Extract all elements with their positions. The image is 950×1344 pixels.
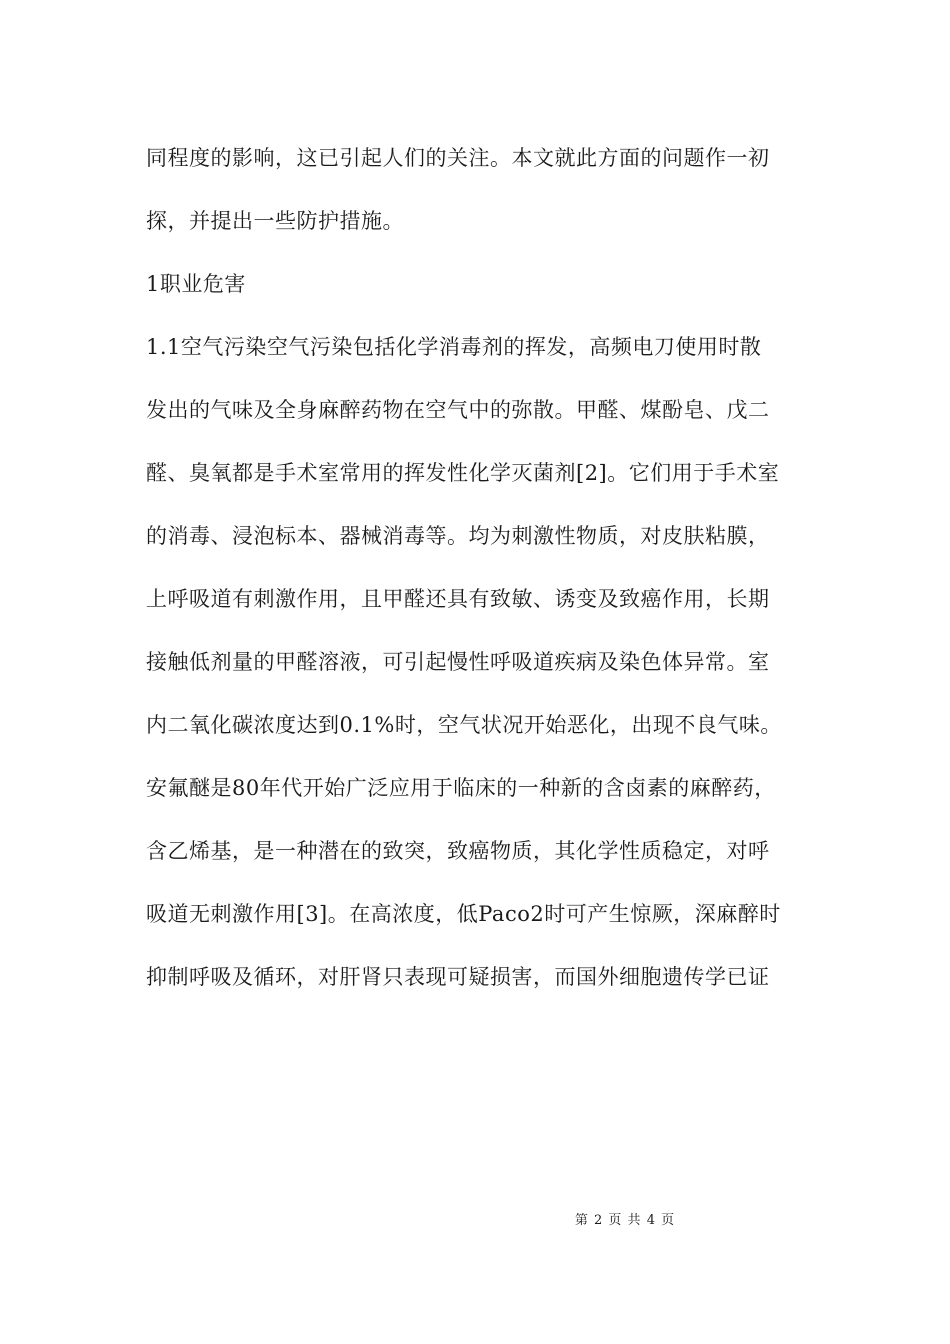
text-line: 内二氧化碳浓度达到0.1%时，空气状况开始恶化，出现不良气味。 xyxy=(146,713,782,737)
section-heading: 1职业危害 xyxy=(146,272,246,296)
text-line: 的消毒、浸泡标本、器械消毒等。均为刺激性物质，对皮肤粘膜， xyxy=(146,524,770,548)
page-number-footer: 第 2 页 共 4 页 xyxy=(574,1213,676,1228)
text-line: 抑制呼吸及循环，对肝肾只表现可疑损害，而国外细胞遗传学已证 xyxy=(146,965,770,989)
text-line: 接触低剂量的甲醛溶液，可引起慢性呼吸道疾病及染色体异常。室 xyxy=(146,650,770,674)
text-line: 发出的气味及全身麻醉药物在空气中的弥散。甲醛、煤酚皂、戊二 xyxy=(146,398,770,422)
body-text xyxy=(146,138,810,1020)
text-line: 探，并提出一些防护措施。 xyxy=(146,209,404,233)
text-line: 醛、臭氧都是手术室常用的挥发性化学灭菌剂[2]。它们用于手术室 xyxy=(146,461,780,485)
text-line: 上呼吸道有刺激作用，且甲醛还具有致敏、诱变及致癌作用，长期 xyxy=(146,587,770,611)
text-line: 吸道无刺激作用[3]。在高浓度，低Paco2时可产生惊厥，深麻醉时 xyxy=(146,902,781,926)
text-line: 安氟醚是80年代开始广泛应用于临床的一种新的含卤素的麻醉药， xyxy=(146,776,776,800)
text-line: 含乙烯基，是一种潜在的致突，致癌物质，其化学性质稳定，对呼 xyxy=(146,839,770,863)
text-line: 1.1空气污染空气污染包括化学消毒剂的挥发，高频电刀使用时散 xyxy=(146,335,762,359)
text-line: 同程度的影响，这已引起人们的关注。本文就此方面的问题作一初 xyxy=(146,146,770,170)
